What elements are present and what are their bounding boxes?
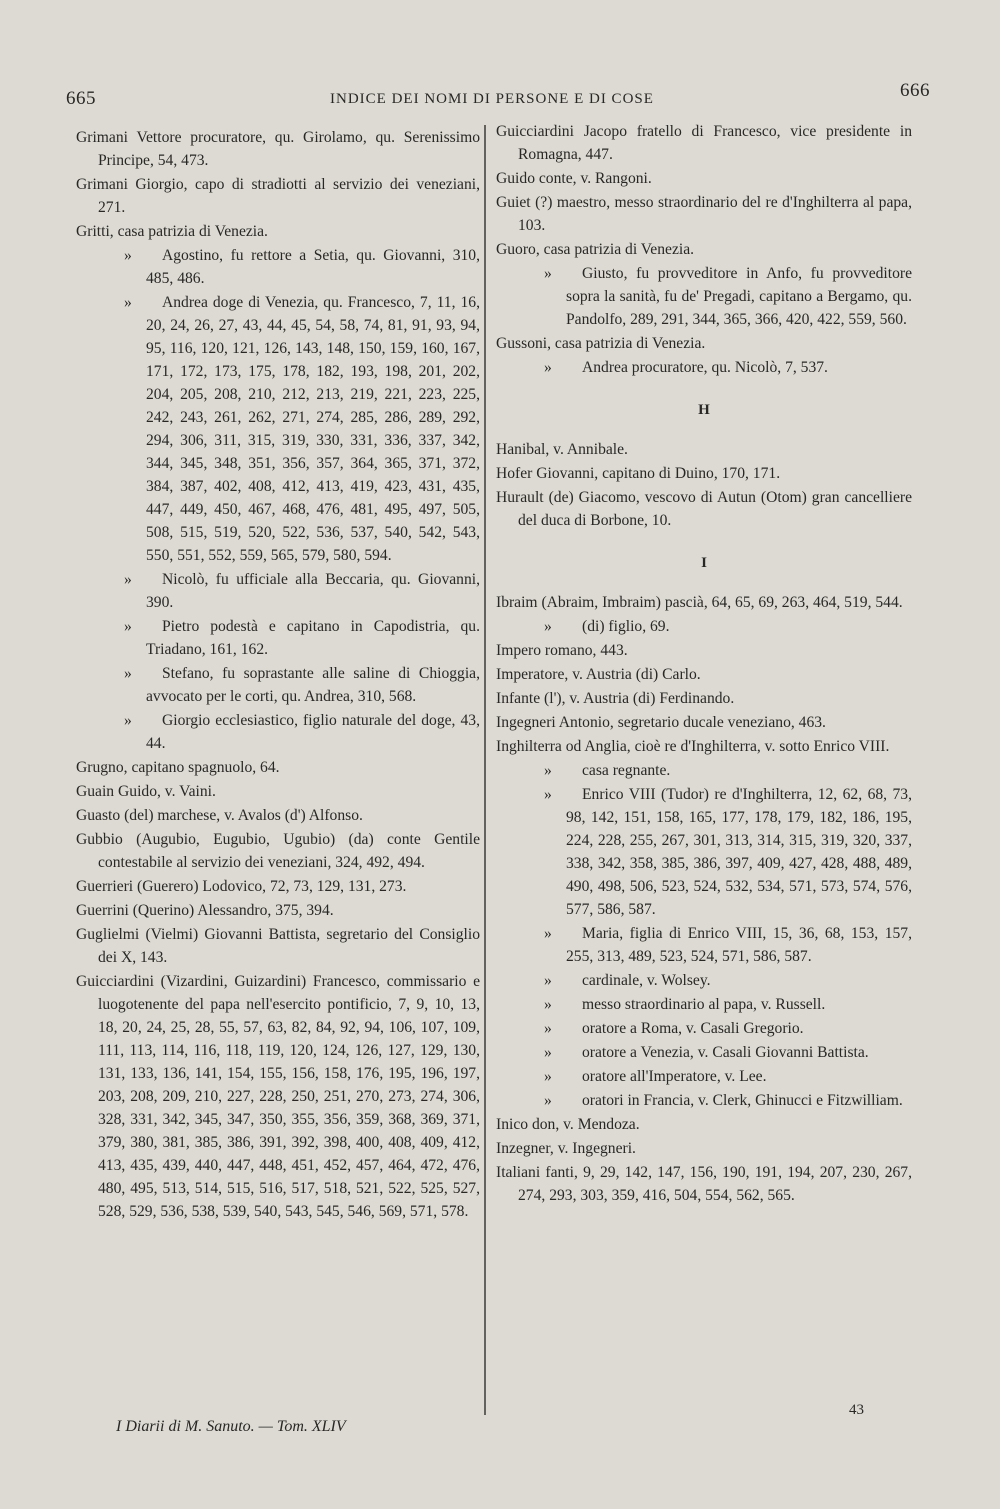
index-entry: Guerrieri (Guerero) Lodovico, 72, 73, 129, 131, 273.	[76, 878, 407, 895]
index-entry: Grugno, capitano spagnuolo, 64.	[76, 759, 280, 776]
index-subentry	[496, 356, 912, 379]
ditto-mark: »	[544, 925, 552, 942]
index-subentry	[496, 993, 912, 1016]
index-entry: Guasto (del) marchese, v. Avalos (d') Alfonso.	[76, 807, 363, 824]
ditto-mark: »	[544, 786, 552, 803]
ditto-mark: »	[544, 1044, 552, 1061]
index-subentry	[76, 291, 480, 567]
index-entry: Inzegner, v. Ingegneri.	[496, 1140, 636, 1157]
ditto-mark: »	[124, 618, 132, 635]
index-subentry	[496, 1065, 912, 1088]
ditto-mark: »	[124, 571, 132, 588]
left-column	[76, 126, 480, 1224]
index-entry: Guoro, casa patrizia di Venezia.	[496, 241, 695, 258]
index-subentry	[496, 615, 912, 638]
subentry-text: messo straordinario al papa, v. Russell.	[582, 996, 826, 1013]
column-divider	[484, 125, 486, 1415]
index-subentry	[496, 922, 912, 968]
index-entry: Guerrini (Querino) Alessandro, 375, 394.	[76, 902, 334, 919]
subentry-text: casa regnante.	[582, 762, 671, 779]
section-letter: I	[701, 555, 707, 571]
index-entry: Imperatore, v. Austria (di) Carlo.	[496, 666, 701, 683]
index-subentry	[496, 1089, 912, 1112]
ditto-mark: »	[544, 762, 552, 779]
subentry-text: Pietro podestà e capitano in Capodistria, qu. Triadano, 161, 162.	[146, 618, 480, 658]
ditto-mark: »	[544, 996, 552, 1013]
subentry-text: Giusto, fu provveditore in Anfo, fu provveditore sopra la sanità, fu de' Pregadi, capitano a Bergamo, qu. Pandolfo, 289, 291, 344, 365, 366, 420, 422, 559, 560.	[566, 265, 912, 328]
ditto-mark: »	[544, 265, 552, 282]
ditto-mark: »	[124, 712, 132, 729]
index-entry: Hofer Giovanni, capitano di Duino, 170, 171.	[496, 465, 781, 482]
index-entry: Guain Guido, v. Vaini.	[76, 783, 216, 800]
index-subentry	[76, 709, 480, 755]
index-entry: Infante (l'), v. Austria (di) Ferdinando.	[496, 690, 735, 707]
index-entry: Gubbio (Augubio, Eugubio, Ugubio) (da) conte Gentile contestabile al servizio dei veneziani, 324, 492, 494.	[76, 831, 480, 871]
index-subentry	[496, 783, 912, 921]
ditto-mark: »	[544, 1092, 552, 1109]
subentry-text: oratore a Roma, v. Casali Gregorio.	[582, 1020, 804, 1037]
page-number-left: 665	[66, 88, 96, 109]
section-letter: H	[698, 402, 710, 418]
index-entry: Inghilterra od Anglia, cioè re d'Inghilterra, v. sotto Enrico VIII.	[496, 738, 890, 755]
index-entry: Grimani Giorgio, capo di stradiotti al servizio dei veneziani, 271.	[76, 176, 480, 216]
index-entry: Guiet (?) maestro, messo straordinario del re d'Inghilterra al papa, 103.	[496, 194, 912, 234]
subentry-text: Enrico VIII (Tudor) re d'Inghilterra, 12, 62, 68, 73, 98, 142, 151, 158, 165, 177, 178, 179, 182, 186, 195, 224, 228, 255, 267, 301, 313, 314, 315, 319, 320, 337, 338, 342, 358, 385, 386, 397, 409, 427, 428, 488, 489, 490, 498, 506, 523, 524, 532, 534, 571, 573, 574, 576, 577, 586, 587.	[566, 786, 912, 918]
index-subentry	[76, 568, 480, 614]
index-entry: Impero romano, 443.	[496, 642, 628, 659]
index-subentry	[76, 244, 480, 290]
ditto-mark: »	[544, 1068, 552, 1085]
index-subentry	[496, 1017, 912, 1040]
running-title: INDICE DEI NOMI DI PERSONE E DI COSE	[330, 91, 654, 107]
index-subentry	[76, 662, 480, 708]
ditto-mark: »	[544, 1020, 552, 1037]
index-entry: Ingegneri Antonio, segretario ducale veneziano, 463.	[496, 714, 826, 731]
subentry-text: Andrea procuratore, qu. Nicolò, 7, 537.	[582, 359, 828, 376]
subentry-text: Stefano, fu soprastante alle saline di Chioggia, avvocato per le corti, qu. Andrea, 310, 568.	[146, 665, 480, 705]
index-subentry	[496, 1041, 912, 1064]
footer-signature: I Diarii di M. Sanuto. — Tom. XLIV	[116, 1418, 346, 1435]
index-entry: Guicciardini Jacopo fratello di Francesco, vice presidente in Romagna, 447.	[496, 123, 912, 163]
subentry-text: oratore all'Imperatore, v. Lee.	[582, 1068, 767, 1085]
subentry-text: cardinale, v. Wolsey.	[582, 972, 711, 989]
signature-number: 43	[849, 1402, 864, 1418]
index-subentry	[496, 759, 912, 782]
index-entry: Hurault (de) Giacomo, vescovo di Autun (Otom) gran cancelliere del duca di Borbone, 10.	[496, 489, 912, 529]
ditto-mark: »	[124, 665, 132, 682]
index-entry: Inico don, v. Mendoza.	[496, 1116, 640, 1133]
index-entry: Gussoni, casa patrizia di Venezia.	[496, 335, 706, 352]
subentry-text: Agostino, fu rettore a Setia, qu. Giovanni, 310, 485, 486.	[146, 247, 480, 287]
subentry-text: Andrea doge di Venezia, qu. Francesco, 7, 11, 16, 20, 24, 26, 27, 43, 44, 45, 54, 58, 74, 81, 91, 93, 94, 95, 116, 120, 121, 126, 143, 148, 150, 159, 160, 167, 171, 172, 173, 175, 178, 182, 193, 198, 201, 202, 204, 205, 208, 210, 212, 213, 219, 221, 223, 225, 242, 243, 261, 262, 271, 274, 285, 286, 289, 292, 294, 306, 311, 315, 319, 330, 331, 336, 337, 342, 344, 345, 348, 351, 356, 357, 364, 365, 371, 372, 384, 387, 402, 408, 412, 413, 419, 423, 431, 435, 447, 449, 450, 467, 468, 476, 481, 495, 497, 505, 508, 515, 519, 520, 522, 536, 537, 540, 542, 543, 550, 551, 552, 559, 565, 579, 580, 594.	[146, 294, 480, 564]
subentry-text: Maria, figlia di Enrico VIII, 15, 36, 68, 153, 157, 255, 313, 489, 523, 524, 571, 586, 587.	[566, 925, 912, 965]
right-column	[496, 120, 912, 1208]
index-entry: Hanibal, v. Annibale.	[496, 441, 628, 458]
index-subentry	[496, 969, 912, 992]
index-entry: Grimani Vettore procuratore, qu. Girolamo, qu. Serenissimo Principe, 54, 473.	[76, 129, 480, 169]
ditto-mark: »	[544, 972, 552, 989]
ditto-mark: »	[544, 618, 552, 635]
index-subentry	[496, 262, 912, 331]
index-entry: Guicciardini (Vizardini, Guizardini) Francesco, commissario e luogotenente del papa nell'esercito pontificio, 7, 9, 10, 13, 18, 20, 24, 25, 28, 55, 57, 63, 82, 84, 92, 94, 106, 107, 109, 111, 113, 114, 116, 118, 119, 120, 124, 126, 127, 129, 130, 131, 133, 136, 141, 154, 155, 156, 158, 176, 195, 196, 197, 203, 208, 209, 210, 227, 228, 250, 251, 270, 273, 274, 306, 328, 331, 342, 345, 347, 350, 355, 356, 359, 368, 369, 371, 379, 380, 381, 385, 386, 391, 392, 398, 400, 408, 409, 412, 413, 435, 439, 440, 447, 448, 451, 452, 457, 464, 472, 476, 480, 495, 513, 514, 515, 516, 517, 518, 521, 522, 525, 527, 528, 529, 536, 538, 539, 540, 543, 545, 546, 569, 571, 578.	[76, 973, 480, 1220]
ditto-mark: »	[124, 294, 132, 311]
index-entry: Italiani fanti, 9, 29, 142, 147, 156, 190, 191, 194, 207, 230, 267, 274, 293, 303, 359, 416, 504, 554, 562, 565.	[496, 1164, 912, 1204]
ditto-mark: »	[544, 359, 552, 376]
ditto-mark: »	[124, 247, 132, 264]
subentry-text: (di) figlio, 69.	[582, 618, 670, 635]
subentry-text: Nicolò, fu ufficiale alla Beccaria, qu. Giovanni, 390.	[146, 571, 480, 611]
subentry-text: Giorgio ecclesiastico, figlio naturale del doge, 43, 44.	[146, 712, 480, 752]
subentry-text: oratore a Venezia, v. Casali Giovanni Battista.	[582, 1044, 869, 1061]
subentry-text: oratori in Francia, v. Clerk, Ghinucci e Fitzwilliam.	[582, 1092, 903, 1109]
index-subentry	[76, 615, 480, 661]
page-number-right: 666	[900, 80, 930, 101]
index-entry: Ibraim (Abraim, Imbraim) pascià, 64, 65, 69, 263, 464, 519, 544.	[496, 594, 903, 611]
index-entry: Guglielmi (Vielmi) Giovanni Battista, segretario del Consiglio dei X, 143.	[76, 926, 480, 966]
index-entry: Gritti, casa patrizia di Venezia.	[76, 223, 268, 240]
index-entry: Guido conte, v. Rangoni.	[496, 170, 652, 187]
